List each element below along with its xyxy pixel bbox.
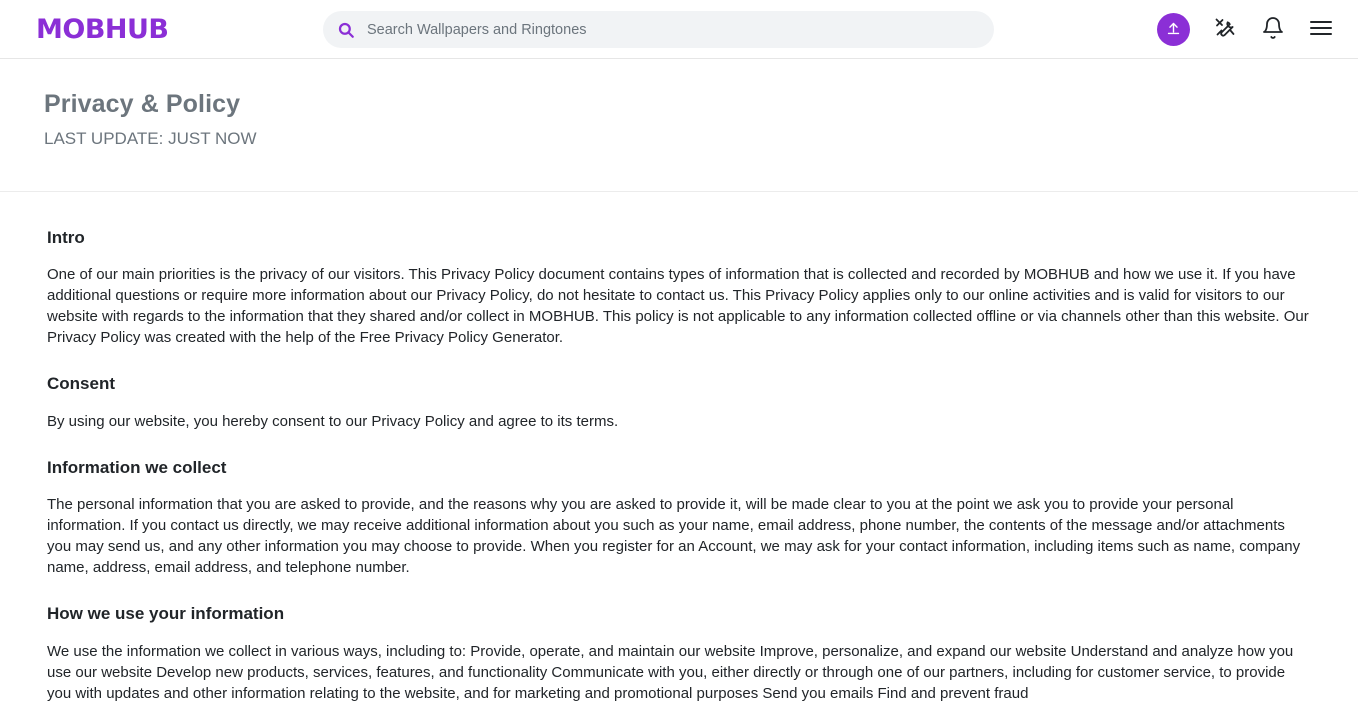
hamburger-menu-icon <box>1308 15 1334 44</box>
section-heading: Consent <box>47 374 115 394</box>
policy-section-information-we-collect <box>47 458 1310 578</box>
policy-section-how-we-use-your-information <box>47 604 1310 703</box>
site-logo-text: MOBHUB <box>36 13 169 45</box>
section-body: One of our main priorities is the privacy of our visitors. This Privacy Policy document contains types of information that is collected and recorded by MOBHUB and how we use it. If you have additional questions or require more information about our Privacy Policy, do not hesitate to contact us. This Privacy Policy applies only to our online activities and is valid for visitors to our website with regards to the information that they shared and/or collect in MOBHUB. This policy is not applicable to any information collected offline or via channels other than this website. Our Privacy Policy was created with the help of the Free Privacy Policy Generator. <box>47 266 1309 347</box>
bell-icon <box>1261 16 1285 43</box>
search-bar[interactable] <box>323 11 994 48</box>
notifications-button[interactable] <box>1260 17 1286 43</box>
section-heading: How we use your information <box>47 604 285 624</box>
section-heading: Information we collect <box>47 457 227 477</box>
search-icon <box>337 21 355 39</box>
page-title: Privacy & Policy <box>44 90 241 118</box>
section-heading: Intro <box>47 228 85 247</box>
section-body: The personal information that you are asked to provide, and the reasons why you are asked to provide it, will be made clear to you at the point we ask you to provide your personal information. If you contact us directly, we may receive additional information about you such as your name, email address, phone number, the contents of the message and/or attachments you may send us, and any other information you may choose to provide. When you register for an Account, we may ask for your contact information, including items such as name, company name, address, email address, and telephone number. <box>47 496 1301 577</box>
section-body: By using our website, you hereby consent to our Privacy Policy and agree to its terms. <box>47 412 619 430</box>
menu-button[interactable] <box>1308 17 1334 43</box>
page-title-band <box>0 59 1358 192</box>
search-input[interactable] <box>365 21 980 39</box>
policy-content <box>0 192 1358 704</box>
upload-button[interactable] <box>1157 13 1190 46</box>
header-actions <box>1157 0 1334 59</box>
policy-section-intro <box>47 228 1310 348</box>
tools-icon <box>1213 16 1237 43</box>
section-body: We use the information we collect in various ways, including to: Provide, operate, and maintain our website Improve, personalize, and expand our website Understand and analyze how you use our website Develop new products, services, features, and functionality Communicate with you, either directly or through one of our partners, including for customer service, to provide you with updates and other information relating to the website, and for marketing and promotional purposes Send you emails Find and prevent fraud <box>47 642 1294 702</box>
tools-button[interactable] <box>1212 17 1238 43</box>
policy-section-consent <box>47 374 1310 431</box>
upload-icon <box>1165 20 1182 40</box>
top-header <box>0 0 1358 59</box>
site-logo[interactable] <box>36 13 169 45</box>
last-update-label: LAST UPDATE: JUST NOW <box>44 129 257 148</box>
